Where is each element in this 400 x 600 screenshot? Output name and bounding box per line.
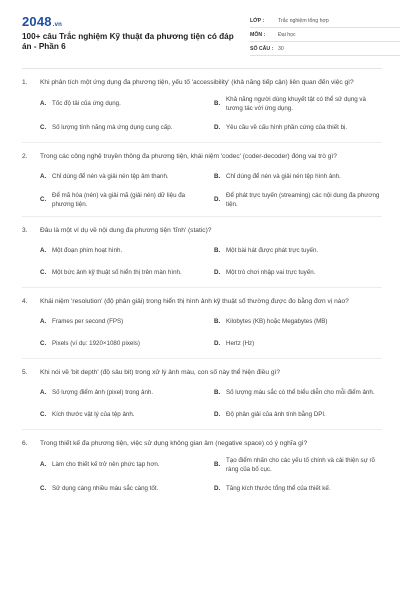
option-text: Tốc độ tải của ứng dụng. (52, 100, 121, 108)
option-text: Làm cho thiết kế trở nên phức tạp hơn. (52, 461, 160, 469)
question-text: Khi phân tích một ứng dụng đa phương tiện, yếu tố 'accessibility' (khả năng tiếp cận) liên quan đến việc gì? (40, 79, 354, 86)
option-text: Tạo điểm nhấn cho các yếu tố chính và cải thiện sự rõ ràng của bố cục. (226, 457, 375, 473)
question-3 (22, 226, 382, 288)
option-b[interactable] (214, 170, 382, 184)
option-text: Kilobytes (KB) hoặc Megabytes (MB) (226, 317, 328, 325)
option-text: Chỉ dùng để nén và giải nén tệp âm thanh. (52, 172, 169, 180)
option-text: Pixels (ví dụ: 1920×1080 pixels) (52, 339, 140, 347)
option-letter: A. (40, 461, 47, 469)
logo-suffix: .vn (52, 22, 63, 28)
option-text: Một trò chơi nhập vai trực tuyến. (226, 268, 316, 276)
option-letter: C. (40, 339, 47, 347)
option-a[interactable] (40, 386, 208, 400)
option-text: Số lượng điểm ảnh (pixel) trong ảnh. (52, 388, 154, 396)
option-letter: A. (40, 172, 47, 180)
option-c[interactable] (40, 192, 208, 209)
meta-row-count (250, 42, 400, 56)
question-text: Đâu là một ví dụ về nội dung đa phương tiện 'tĩnh' (static)? (40, 227, 212, 234)
question-divider (22, 358, 382, 359)
option-text: Độ phân giải của ảnh tính bằng DPI. (226, 410, 326, 418)
meta-key: LỚP : (250, 17, 265, 24)
option-text: Kích thước vật lý của tệp ảnh. (52, 410, 135, 418)
option-b[interactable] (214, 96, 382, 113)
option-d[interactable] (214, 121, 382, 135)
option-letter: C. (40, 196, 47, 204)
option-c[interactable] (40, 266, 208, 280)
option-b[interactable] (214, 244, 382, 258)
option-d[interactable] (214, 408, 382, 422)
question-number: 3. (22, 227, 28, 234)
option-text: Số lượng màu sắc có thể biểu diễn cho mỗi điểm ảnh. (226, 388, 375, 396)
option-c[interactable] (40, 408, 208, 422)
option-letter: C. (40, 268, 47, 276)
option-letter: B. (214, 388, 221, 396)
question-2 (22, 152, 382, 217)
question-1 (22, 78, 382, 143)
option-text: Sử dụng càng nhiều màu sắc càng tốt. (52, 484, 159, 492)
option-letter: D. (214, 410, 221, 418)
meta-row-subject (250, 28, 400, 42)
question-number: 5. (22, 369, 28, 376)
meta-row-class (250, 14, 400, 28)
meta-value: Đại học (278, 31, 296, 38)
meta-info (250, 14, 400, 56)
question-text: Khi nói về 'bit depth' (độ sâu bit) trong xử lý ảnh màu, con số này thể hiện điều gì? (40, 369, 281, 376)
question-divider (22, 142, 382, 143)
option-letter: A. (40, 246, 47, 254)
question-number: 2. (22, 153, 28, 160)
option-text: Một đoạn phim hoạt hình. (52, 246, 123, 254)
question-5 (22, 368, 382, 430)
option-text: Để phát trực tuyến (streaming) các nội dung đa phương tiện. (226, 192, 380, 208)
option-text: Chỉ dùng để nén và giải nén tệp hình ảnh. (226, 172, 341, 180)
header-divider (22, 68, 382, 69)
option-letter: B. (214, 461, 221, 469)
option-b[interactable] (214, 386, 382, 400)
question-number: 4. (22, 298, 28, 305)
option-letter: B. (214, 172, 221, 180)
meta-value: 30 (278, 45, 284, 52)
option-c[interactable] (40, 337, 208, 351)
option-letter: C. (40, 123, 47, 131)
question-6 (22, 439, 382, 496)
option-text: Yêu cầu về cấu hình phần cứng của thiết bị. (226, 123, 348, 131)
page-header (22, 14, 382, 62)
option-letter: C. (40, 410, 47, 418)
option-text: Tăng kích thước tổng thể của thiết kế. (226, 484, 331, 492)
option-letter: D. (214, 196, 221, 204)
option-letter: D. (214, 339, 221, 347)
option-letter: B. (214, 100, 221, 108)
option-b[interactable] (214, 457, 382, 474)
option-c[interactable] (40, 482, 208, 496)
option-letter: D. (214, 123, 221, 131)
option-letter: B. (214, 246, 221, 254)
question-4 (22, 297, 382, 359)
option-b[interactable] (214, 315, 382, 329)
option-text: Để mã hóa (nén) và giải mã (giải nén) dữ liệu đa phương tiện. (52, 192, 186, 208)
question-list (22, 78, 382, 505)
option-letter: A. (40, 317, 47, 325)
option-text: Frames per second (FPS) (52, 317, 124, 325)
option-c[interactable] (40, 121, 208, 135)
meta-key: MÔN : (250, 31, 266, 38)
question-divider (22, 429, 382, 430)
option-letter: C. (40, 484, 47, 492)
question-text: Trong các công nghệ truyền thông đa phương tiện, khái niệm 'codec' (coder-decoder) đóng vai trò gì? (40, 153, 337, 160)
option-text: Một bức ảnh kỹ thuật số hiển thị trên màn hình. (52, 268, 182, 276)
option-d[interactable] (214, 482, 382, 496)
option-a[interactable] (40, 315, 208, 329)
meta-value: Trắc nghiệm tổng hợp (278, 17, 329, 24)
option-a[interactable] (40, 170, 208, 184)
question-number: 6. (22, 440, 28, 447)
option-a[interactable] (40, 96, 208, 113)
option-text: Một bài hát được phát trực tuyến. (226, 246, 319, 254)
meta-key: SỐ CÂU : (250, 45, 274, 52)
question-number: 1. (22, 79, 28, 86)
question-text: Khái niệm 'resolution' (độ phân giải) trong hiển thị hình ảnh kỹ thuật số thường được đo bằng đơn vị nào? (40, 298, 349, 305)
option-d[interactable] (214, 266, 382, 280)
option-a[interactable] (40, 244, 208, 258)
option-text: Khả năng người dùng khuyết tật có thể sử dụng và tương tác với ứng dụng. (226, 96, 366, 112)
option-letter: D. (214, 484, 221, 492)
option-letter: D. (214, 268, 221, 276)
question-divider (22, 216, 382, 217)
option-a[interactable] (40, 457, 208, 474)
option-text: Hertz (Hz) (226, 339, 255, 347)
site-logo[interactable] (22, 14, 62, 29)
question-divider (22, 287, 382, 288)
option-letter: A. (40, 100, 47, 108)
option-d[interactable] (214, 337, 382, 351)
question-text: Trong thiết kế đa phương tiện, việc sử dụng không gian âm (negative space) có ý nghĩa gì? (40, 440, 308, 447)
option-letter: B. (214, 317, 221, 325)
page-title: 100+ câu Trắc nghiệm Kỹ thuật đa phương tiện có đáp án - Phần 6 (22, 32, 234, 51)
option-text: Số lượng tính năng mà ứng dụng cung cấp. (52, 123, 173, 131)
option-letter: A. (40, 388, 47, 396)
option-d[interactable] (214, 192, 382, 209)
logo-main: 2048 (22, 14, 52, 29)
